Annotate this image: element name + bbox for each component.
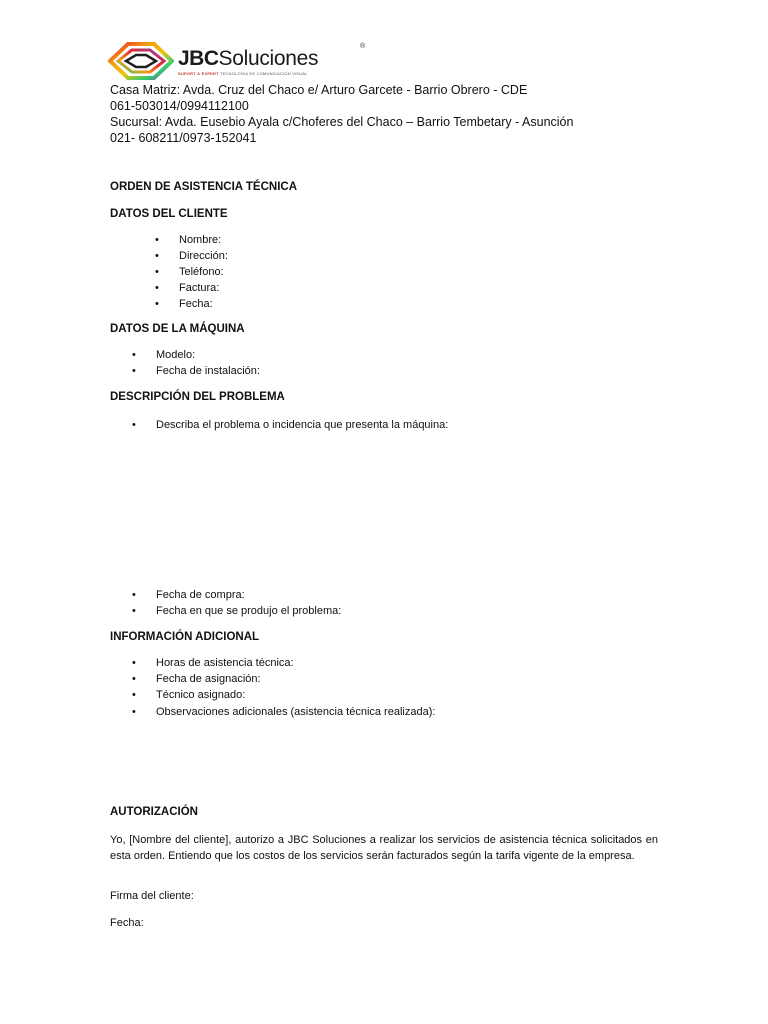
logo-mark-icon bbox=[108, 40, 174, 82]
address-line-4: 021- 608211/0973-152041 bbox=[110, 131, 257, 145]
problem-section-heading: DESCRIPCIÓN DEL PROBLEMA bbox=[110, 391, 285, 403]
address-line-1: Casa Matriz: Avda. Cruz del Chaco e/ Arturo Garcete - Barrio Obrero - CDE bbox=[110, 83, 528, 97]
logo-brand-bold: JBC bbox=[178, 47, 219, 70]
logo-wordmark bbox=[178, 47, 318, 71]
logo-tagline-text: TECNOLOGIA DE COMUNICACION VISUAL bbox=[220, 71, 308, 76]
additional-section-heading: INFORMACIÓN ADICIONAL bbox=[110, 631, 260, 643]
document-page: JBCSoluciones ® SUPORT & EXPERT TECNOLOGIA DE COMUNICACION VISUAL Casa Matriz: Avda. Cruz del Chaco e/ Arturo Garcete - Barrio Obrero - CDE 061-503014/0994112100 Sucursal: Avda. Eusebio Ayala c/Choferes del Chaco – Barrio Tembetary - Asunción 021- 608211/0973-152041 ORDEN DE ASISTENCIA TÉCNICA DATOS DEL CLIENTE • Nombre: • Dirección: • Teléfono: • Factura: • Fecha: DATOS DE LA MÁQUINA • Modelo: • Fecha de instalación: DESCRIPCIÓN DEL PROBLEMA • Describa el problema o incidencia que presenta la máquina: • Fecha de compra: • Fecha en que se produjo el problema: INFORMACIÓN ADICIONAL • Horas de asistencia técnica: • Fecha de asignación: • Técnico asignado: • Observaciones adicionales (asistencia técnica realizada): AUTORIZACIÓN Yo, [Nombre del cliente], autorizo a JBC Soluciones a realizar los servicios de asistencia técnica solicitados en esta orden. Entiendo que los costos de los servicios serán facturados según la tarifa vigente de la empresa. Firma del cliente: Fecha: bbox=[0, 0, 768, 1024]
logo-tagline bbox=[178, 71, 308, 76]
authorization-section-heading: AUTORIZACIÓN bbox=[110, 806, 198, 818]
machine-section-heading: DATOS DE LA MÁQUINA bbox=[110, 323, 245, 335]
date-label: Fecha: bbox=[110, 917, 144, 929]
document-title: ORDEN DE ASISTENCIA TÉCNICA bbox=[110, 181, 297, 193]
company-logo bbox=[108, 40, 366, 82]
logo-registered-mark: ® bbox=[360, 43, 366, 50]
logo-brand-light: Soluciones bbox=[218, 47, 319, 70]
address-line-3: Sucursal: Avda. Eusebio Ayala c/Choferes del Chaco – Barrio Tembetary - Asunción bbox=[110, 115, 574, 129]
logo-tagline-red: SUPORT & EXPERT bbox=[178, 71, 219, 76]
signature-label: Firma del cliente: bbox=[110, 890, 194, 902]
client-section-heading: DATOS DEL CLIENTE bbox=[110, 208, 228, 220]
address-line-2: 061-503014/0994112100 bbox=[110, 99, 249, 113]
authorization-paragraph: Yo, [Nombre del cliente], autorizo a JBC Soluciones a realizar los servicios de asistencia técnica solicitados en esta orden. Entiendo que los costos de los servicios serán facturados según la tarifa vigente de la empresa. bbox=[110, 834, 658, 862]
